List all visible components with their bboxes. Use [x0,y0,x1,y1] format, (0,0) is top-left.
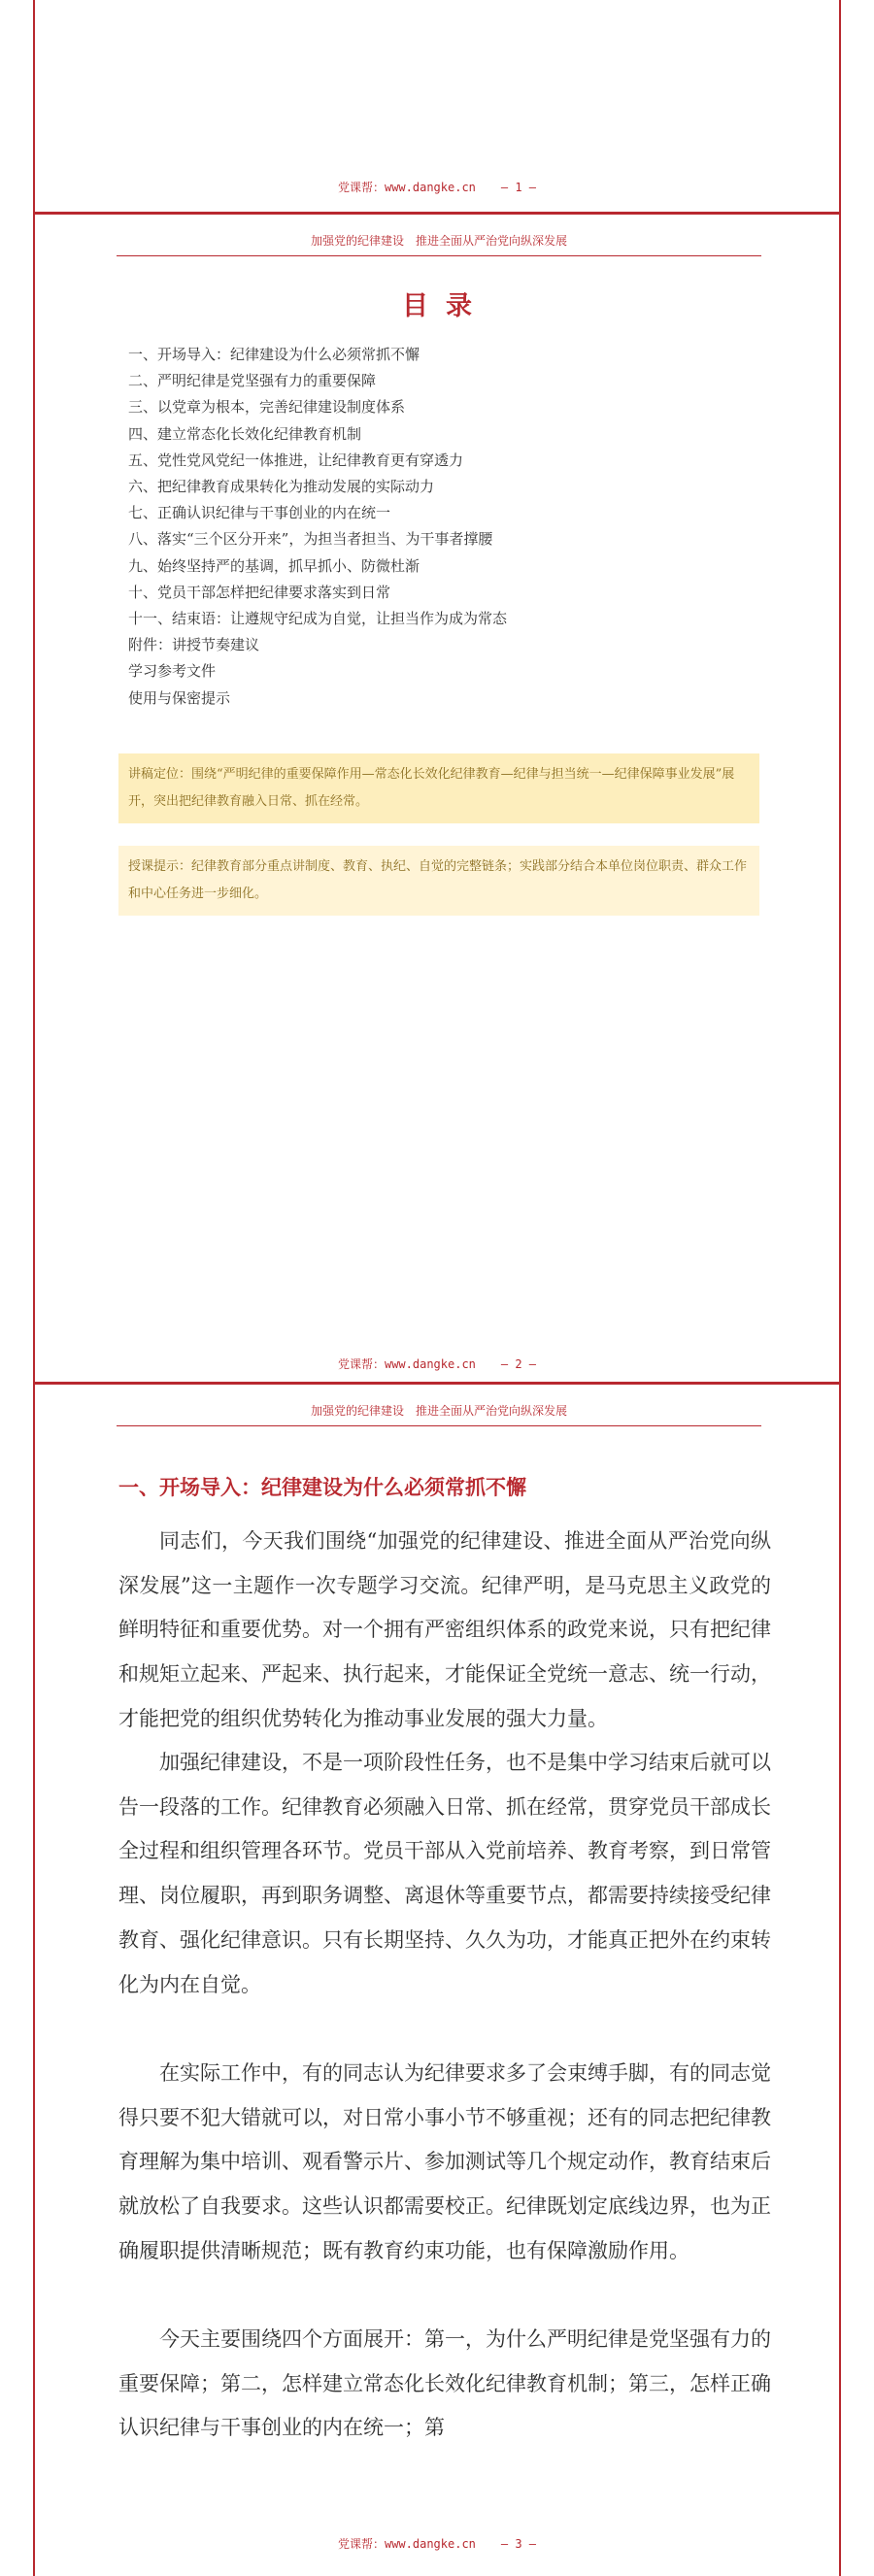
toc-title: 目录 [402,291,489,321]
page-number: — 3 — [500,2537,537,2551]
page-3 [33,1385,841,2576]
toc-item[interactable]: 八、落实“三个区分开来”，为担当者担当、为干事者撑腰 [128,530,493,549]
positioning-note: 讲稿定位：围绕“严明纪律的重要保障作用—常态化长效化纪律教育—纪律与担当统一—纪律保障事业发展”展开，突出把纪律教育融入日常、抓在经常。 [118,753,759,823]
page-footer [35,1355,839,1372]
page-number: — 1 — [500,181,537,194]
body-paragraph: 加强纪律建设，不是一项阶段性任务，也不是集中学习结束后就可以告一段落的工作。纪律教育必须融入日常、抓在经常，贯穿党员干部成长全过程和组织管理各环节。党员干部从入党前培养、教育考察，到日常管理、岗位履职，再到职务调整、离退休等重要节点，都需要持续接受纪律教育、强化纪律意识。只有长期坚持、久久为功，才能真正把外在约束转化为内在自觉。 [118,1751,771,1996]
running-header: 加强党的纪律建设 推进全面从严治党向纵深发展 [117,1402,761,1426]
toc-list [128,342,750,712]
footer-site: 党课帮：www.dangke.cn [337,181,476,194]
body-paragraph: 同志们，今天我们围绕“加强党的纪律建设、推进全面从严治党向纵深发展”这一主题作一次专题学习交流。纪律严明，是马克思主义政党的鲜明特征和重要优势。对一个拥有严密组织体系的政党来说，只有把纪律和规矩立起来、严起来、执行起来，才能保证全党统一意志、统一行动，才能把党的组织优势转化为推动事业发展的强大力量。 [118,1529,771,1730]
footer-site: 党课帮：www.dangke.cn [337,1357,476,1371]
toc-item[interactable]: 四、建立常态化长效化纪律教育机制 [128,424,362,443]
page-number: — 2 — [500,1357,537,1371]
page-2 [33,215,841,1397]
body-paragraph: 今天主要围绕四个方面展开：第一，为什么严明纪律是党坚强有力的重要保障；第二，怎样建立常态化长效化纪律教育机制；第三，怎样正确认识纪律与干事创业的内在统一；第 [118,2327,771,2440]
toc-item[interactable]: 二、严明纪律是党坚强有力的重要保障 [128,372,377,390]
page-footer [35,179,839,195]
footer-site: 党课帮：www.dangke.cn [337,2537,476,2551]
toc-item[interactable]: 十、党员干部怎样把纪律要求落实到日常 [128,583,391,601]
toc-item[interactable]: 附件：讲授节奏建议 [128,636,260,654]
page-1 [33,0,841,213]
toc-item[interactable]: 五、党性党风党纪一体推进，让纪律教育更有穿透力 [128,451,464,469]
toc-item[interactable]: 学习参考文件 [128,662,217,681]
toc-item[interactable]: 七、正确认识纪律与干事创业的内在统一 [128,504,391,522]
body-paragraph: 在实际工作中，有的同志认为纪律要求多了会束缚手脚，有的同志觉得只要不犯大错就可以，对日常小事小节不够重视；还有的同志把纪律教育理解为集中培训、观看警示片、参加测试等几个规定动作，教育结束后就放松了自我要求。这些认识都需要校正。纪律既划定底线边界，也为正确履职提供清晰规范；既有教育约束功能，也有保障激励作用。 [118,2061,771,2262]
toc-item[interactable]: 一、开场导入：纪律建设为什么必须常抓不懈 [128,346,420,363]
running-header: 加强党的纪律建设 推进全面从严治党向纵深发展 [117,232,761,256]
page-footer [35,2535,839,2552]
section-title: 一、开场导入：纪律建设为什么必须常抓不懈 [118,1475,526,1499]
toc-item[interactable]: 使用与保密提示 [128,688,231,707]
toc-item[interactable]: 六、把纪律教育成果转化为推动发展的实际动力 [128,478,435,496]
toc-item[interactable]: 九、始终坚持严的基调，抓早抓小、防微杜渐 [128,556,420,575]
teaching-tip: 授课提示：纪律教育部分重点讲制度、教育、执纪、自觉的完整链条；实践部分结合本单位岗位职责、群众工作和中心任务进一步细化。 [118,846,759,916]
toc-item[interactable]: 十一、结束语：让遵规守纪成为自觉，让担当作为成为常态 [128,610,508,628]
toc-item[interactable]: 三、以党章为根本，完善纪律建设制度体系 [128,398,406,417]
